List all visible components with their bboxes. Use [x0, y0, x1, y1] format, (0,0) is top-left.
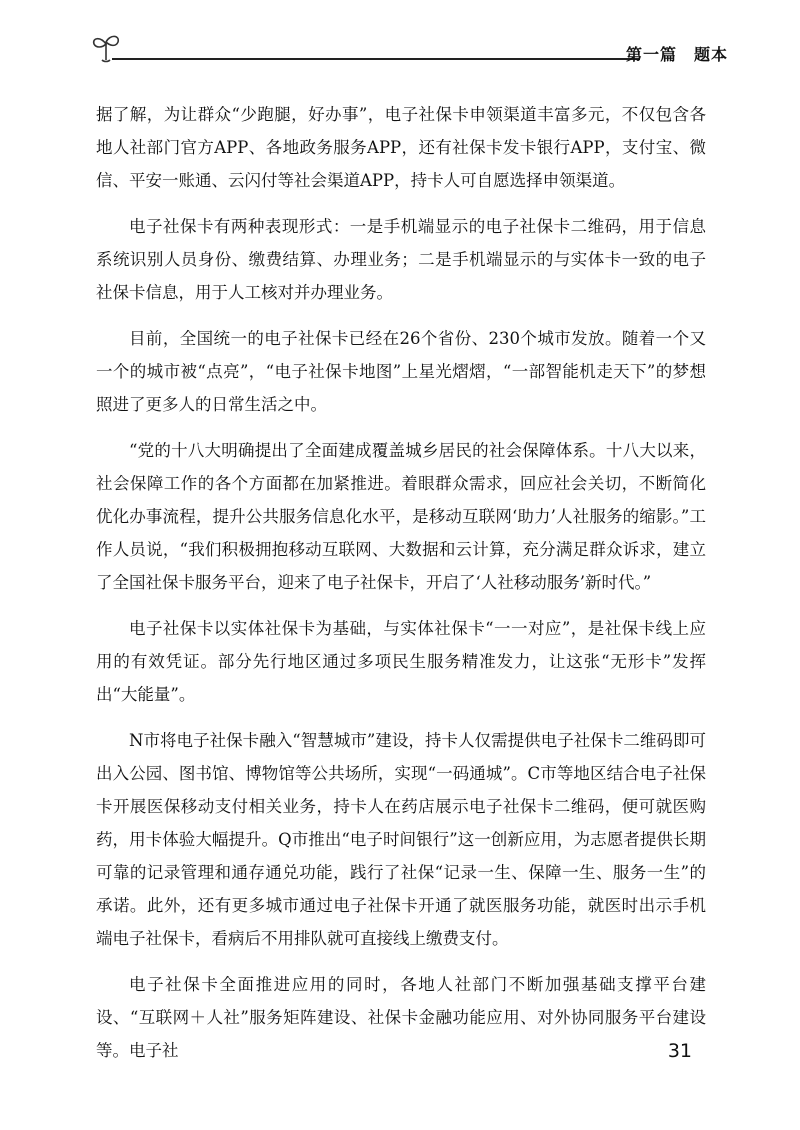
body-text — [96, 98, 706, 1080]
paragraph: 电子社保卡以实体社保卡为基础，与实体社保卡“一一对应”，是社保卡线上应用的有效凭证。部分先行地区通过多项民生服务精准发力，让这张“无形卡”发挥出“大能量”。 — [96, 619, 706, 704]
paragraph: 电子社保卡有两种表现形式：一是手机端显示的电子社保卡二维码，用于信息系统识别人员身份、缴费结算、办理业务；二是手机端显示的与实体卡一致的电子社保卡信息，用于人工核对并办理业务。 — [96, 217, 706, 302]
paragraph: 电子社保卡全面推进应用的同时，各地人社部门不断加强基础支撑平台建设、“互联网＋人社”服务矩阵建设、社保卡金融功能应用、对外协同服务平台建设等。电子社 — [96, 975, 706, 1060]
paragraph: “党的十八大明确提出了全面建成覆盖城乡居民的社会保障体系。十八大以来，社会保障工作的各个方面都在加紧推进。着眼群众需求，回应社会关切，不断简化优化办事流程，提升公共服务信息化水平，是移动互联网‘助力’人社服务的缩影。”工作人员说，“我们积极拥抱移动互联网、大数据和云计算，充分满足群众诉求，建立了全国社保卡服务平台，迎来了电子社保卡，开启了‘人社移动服务’新时代。” — [96, 441, 706, 592]
paragraph: 据了解，为让群众“少跑腿，好办事”，电子社保卡申领渠道丰富多元，不仅包含各地人社部门官方APP、各地政务服务APP，还有社保卡发卡银行APP，支付宝、微信、平安一账通、云闪付等社会渠道APP，持卡人可自愿选择申领渠道。 — [96, 105, 706, 190]
paragraph: N市将电子社保卡融入“智慧城市”建设，持卡人仅需提供电子社保卡二维码即可出入公园、图书馆、博物馆等公共场所，实现“一码通城”。C市等地区结合电子社保卡开展医保移动支付相关业务，持卡人在药店展示电子社保卡二维码，便可就医购药，用卡体验大幅提升。Q市推出“电子时间银行”这一创新应用，为志愿者提供长期可靠的记录管理和通存通兑功能，践行了社保“记录一生、保障一生、服务一生”的承诺。此外，还有更多城市通过电子社保卡开通了就医服务功能，就医时出示手机端电子社保卡，看病后不用排队就可直接线上缴费支付。 — [96, 731, 706, 948]
page-header — [88, 30, 728, 70]
sprout-icon — [88, 30, 124, 66]
header-divider — [112, 58, 640, 60]
page-number: 31 — [667, 1040, 692, 1062]
paragraph: 目前，全国统一的电子社保卡已经在26个省份、230个城市发放。随着一个又一个的城市被“点亮”，“电子社保卡地图”上星光熠熠，“一部智能机走天下”的梦想照进了更多人的日常生活之中。 — [96, 329, 706, 414]
section-title: 第一篇 题本 — [625, 45, 728, 64]
